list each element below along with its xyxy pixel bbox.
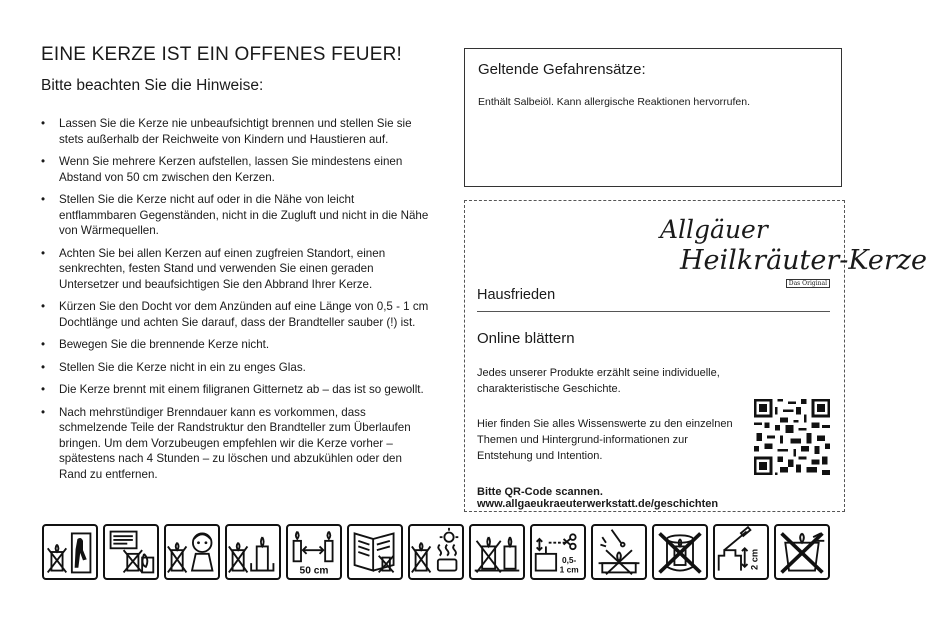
description-1: Jedes unserer Produkte erzählt seine individuelle, charakteristische Geschichte. xyxy=(477,367,720,395)
distance-icon xyxy=(286,524,342,580)
list-item: • Bewegen Sie die brennende Kerze nicht. xyxy=(41,337,431,353)
no-pets-icon xyxy=(225,524,281,580)
remove-rim-icon xyxy=(713,524,769,580)
hazard-box xyxy=(464,48,842,187)
logo-badge: Das Original xyxy=(786,279,830,288)
list-item: • Wenn Sie mehrere Kerzen aufstellen, lassen Sie mindestens einen Abstand von 50 cm zwischen den Kerzen. xyxy=(41,154,431,185)
list-item: • Lassen Sie die Kerze nie unbeaufsichtigt brennen und stellen Sie sie stets außerhalb der Reichweite von Kindern und Haustieren auf. xyxy=(41,116,431,147)
qr-note: Bitte QR-Code scannen. www.allgaeukraeuterwerkstatt.de/geschichten xyxy=(477,486,719,510)
info-box xyxy=(464,200,927,512)
wick-label-2: 1 cm xyxy=(559,564,579,575)
list-item: • Kürzen Sie den Docht vor dem Anzünden auf eine Länge von 0,5 - 1 cm Dochtlänge und achten Sie darauf, dass der Brandteller sauber (!) ist. xyxy=(41,299,431,330)
no-liquid-icon xyxy=(591,524,647,580)
logo-line-2: Heilkräuter-Kerze xyxy=(680,245,927,276)
no-flammables-icon xyxy=(103,524,159,580)
no-draft-icon xyxy=(347,524,403,580)
trim-wick-icon xyxy=(530,524,586,580)
hazard-title: Geltende Gefahrensätze: xyxy=(478,61,646,78)
qr-code-icon[interactable] xyxy=(754,399,830,475)
no-heat-icon xyxy=(408,524,464,580)
no-narrow-glass-icon xyxy=(652,524,708,580)
no-move-icon xyxy=(469,524,525,580)
no-blow-icon xyxy=(774,524,830,580)
pictogram-row xyxy=(42,524,830,580)
list-item: • Stellen Sie die Kerze nicht auf oder in die Nähe von leicht entflammbaren Gegenständen, nicht in die Zugluft und nicht in die Nähe von Wärmequellen. xyxy=(41,192,431,239)
no-children-icon xyxy=(164,524,220,580)
height-label: 2 cm xyxy=(749,548,760,570)
hint-list xyxy=(41,116,431,489)
wick-label-1: 0,5- xyxy=(561,555,577,566)
logo-line-1: Allgäuer xyxy=(660,215,768,244)
warning-title: EINE KERZE IST EIN OFFENES FEUER! xyxy=(41,44,402,65)
list-item: • Die Kerze brennt mit einem filigranen Gitternetz ab – das ist so gewollt. xyxy=(41,382,431,398)
no-unattended-icon xyxy=(42,524,98,580)
online-title: Online blättern xyxy=(477,330,575,347)
distance-label: 50 cm xyxy=(299,565,329,577)
divider xyxy=(477,311,830,312)
list-item: • Achten Sie bei allen Kerzen auf einen zugfreien Standort, einen senkrechten, festen Stand und verwenden Sie einen geraden Untersetzer und beaufsichtigen Sie den Abbrand Ihrer Kerze. xyxy=(41,246,431,293)
list-item: • Stellen Sie die Kerze nicht in ein zu enges Glas. xyxy=(41,360,431,376)
brand-logo xyxy=(550,213,927,287)
hazard-text: Enthält Salbeiöl. Kann allergische Reaktionen hervorrufen. xyxy=(478,96,751,108)
warning-subtitle: Bitte beachten Sie die Hinweise: xyxy=(41,77,264,94)
product-name: Hausfrieden xyxy=(477,287,556,303)
list-item: • Nach mehrstündiger Brenndauer kann es vorkommen, dass schmelzende Teile der Randstruktur den Brandteller zum Überlaufen bringen. Um dem Vorzubeugen empfehlen wir die Kerze vorher – spätestens nach 4 Stunden – zu löschen und abzukühlen oder den Rand zu entfernen. xyxy=(41,405,431,483)
description-2: Hier finden Sie alles Wissenswerte zu den einzelnen Themen und Hintergrund-informationen zur Entstehung und Intention. xyxy=(477,418,733,462)
